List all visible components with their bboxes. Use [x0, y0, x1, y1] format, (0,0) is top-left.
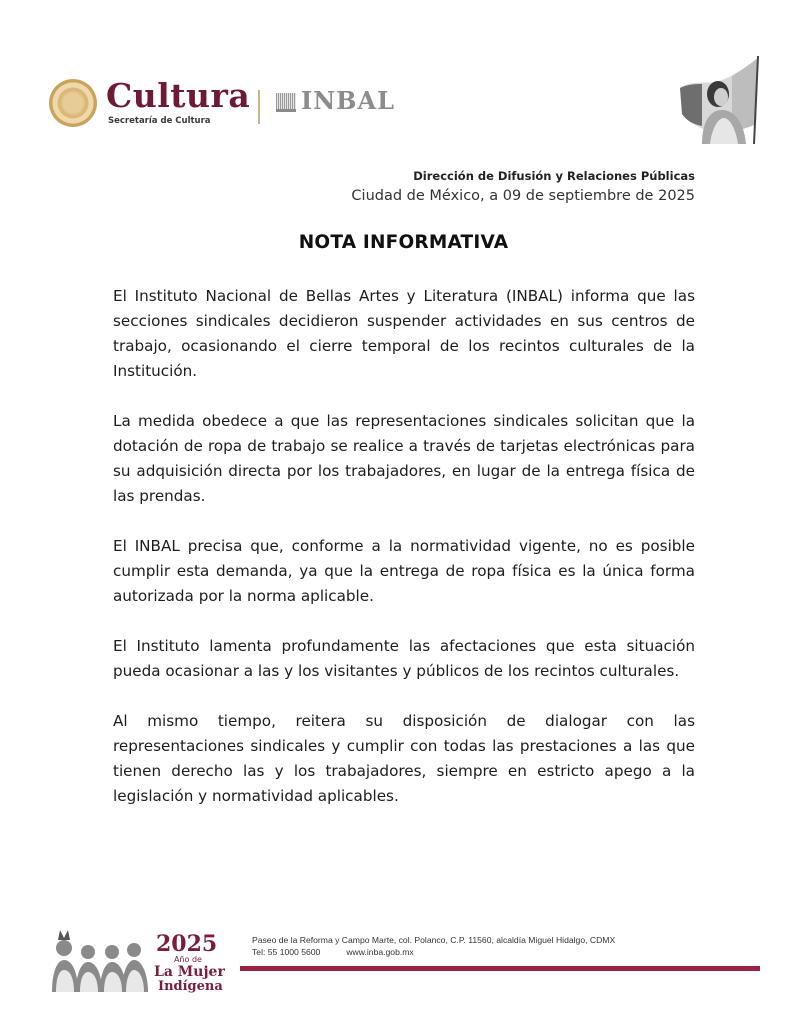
inbal-building-icon [276, 93, 296, 112]
emblem-indigena: Indígena [158, 979, 223, 994]
document-title: NOTA INFORMATIVA [298, 232, 509, 253]
paragraph-2: La medida obedece a que las representaciones sindicales solicitan que la dotación de ropa de trabajo se realice a través de tarjetas electrónicas para su adquisición directa por los trabajadores, en lugar de la entrega física de las prendas. [113, 412, 695, 505]
footer-accent-bar [240, 966, 760, 971]
paragraph-5: Al mismo tiempo, reitera su disposición de dialogar con las representaciones sindicales y cumplir con todas las prestaciones a las que tienen derecho las y los trabajadores, siempre en estricto apego a la legislación y normatividad aplicables. [113, 712, 695, 805]
place-and-date: Ciudad de México, a 09 de septiembre de 2025 [351, 188, 695, 204]
paragraph-4: El Instituto lamenta profundamente las afectaciones que esta situación pueda ocasionar a las y los visitantes y públicos de los recintos culturales. [113, 637, 695, 680]
paragraph-3: El INBAL precisa que, conforme a la normatividad vigente, no es posible cumplir esta demanda, ya que la entrega de ropa física es la única forma autorizada por la norma aplicable. [113, 537, 695, 605]
emblem-la-mujer: La Mujer [154, 964, 225, 980]
footer-address: Paseo de la Reforma y Campo Marte, col. Polanco, C.P. 11560, alcaldía Miguel Hidalgo, CDMX [252, 935, 616, 945]
paragraph-1: El Instituto Nacional de Bellas Artes y Literatura (INBAL) informa que las secciones sindicales decidieron suspender actividades en sus centros de trabajo, ocasionando el cierre temporal de los recintos culturales de la Institución. [113, 287, 695, 380]
emblem-year: 2025 [156, 931, 218, 957]
emblem-ano-de: Año de [174, 955, 202, 964]
indigenous-women-illustration-icon [48, 930, 150, 992]
document-body [113, 284, 695, 834]
footer-website-link[interactable]: www.inba.gob.mx [346, 947, 414, 957]
footer-contact [252, 947, 414, 958]
coat-of-arms-seal-icon [49, 79, 97, 127]
document-meta [351, 167, 695, 207]
cultura-logo-subtitle: Secretaría de Cultura [108, 116, 211, 126]
footer-phone: Tel: 55 1000 5600 [252, 947, 321, 957]
year-of-indigenous-woman-emblem [48, 928, 228, 998]
letterhead [0, 0, 807, 160]
department-name: Dirección de Difusión y Relaciones Públicas [413, 169, 695, 183]
logo-divider [258, 90, 260, 124]
woman-with-flag-illustration-icon [672, 54, 764, 146]
inbal-logo-wordmark: INBAL [301, 86, 395, 115]
cultura-logo-wordmark: Cultura [106, 76, 251, 115]
